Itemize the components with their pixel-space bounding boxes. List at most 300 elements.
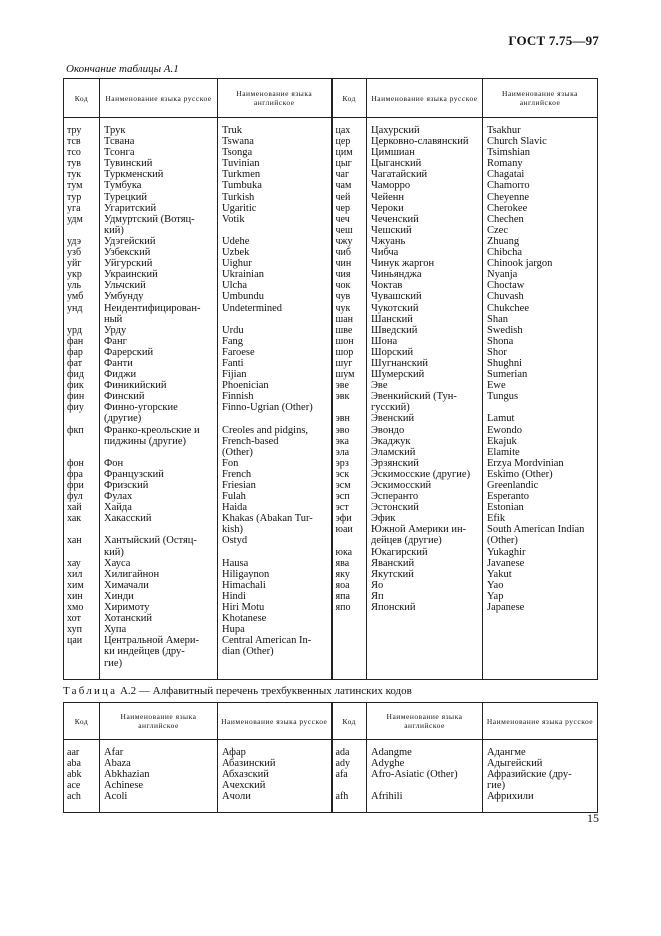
table-cell-line: Choctaw <box>487 280 525 292</box>
table-cell-line: Хинди <box>104 590 134 602</box>
table-cell-line: тсо <box>67 147 81 159</box>
table-cell-line: Шанский <box>371 313 413 325</box>
table-cell-line: Zhuang <box>487 235 520 247</box>
table-cell-line: abk <box>67 769 82 781</box>
table-cell-line: Shughni <box>487 357 523 369</box>
table-cell-line: Uzbek <box>222 247 250 259</box>
table-cell-line: Хилигайнон <box>104 568 160 580</box>
table-cell-line: яоа <box>335 579 350 591</box>
table-cell-line: Javanese <box>487 557 525 569</box>
table-cell-line: Адангме <box>487 747 526 758</box>
table-cell-line: Umbundu <box>222 291 264 303</box>
table-cell-line: Центральной Амери- <box>104 635 199 647</box>
table-cell-line: Swedish <box>487 324 523 336</box>
table-cell-line: цаи <box>67 635 83 647</box>
table-cell-line: ки индейцев (дру- <box>104 646 185 658</box>
table-cell-line: юка <box>335 546 353 558</box>
table-cell-line: Абазинский <box>222 758 276 770</box>
table-cell-line: Адыгейский <box>487 758 543 770</box>
table-cell-line: Фарерский <box>104 346 154 358</box>
table2-header-english-left: Наименование языка английское <box>100 703 218 740</box>
table-cell-line: Шорский <box>371 346 414 358</box>
table-cell-line <box>64 658 99 669</box>
t1-left-codes <box>64 118 100 680</box>
table-cell-line: Fijian <box>222 369 247 381</box>
table-cell-line: French-based <box>222 435 279 447</box>
table2-header-row <box>64 703 598 740</box>
table-cell-line: Tsimshian <box>487 147 531 159</box>
table-cell-line: Фанти <box>104 357 133 369</box>
table-cell-line: Чжуань <box>371 235 406 247</box>
table2-header-russian-left: Наименование языка русское <box>218 703 332 740</box>
table-cell-line: (Other) <box>222 446 253 458</box>
t2-right-english <box>367 740 483 813</box>
table-cell-line: пиджины (другие) <box>104 435 187 447</box>
table-cell-line: Чейенн <box>371 191 405 203</box>
table-cell-line: Туркменский <box>104 169 164 181</box>
table-cell-line: Chagatai <box>487 169 525 181</box>
table-cell-line: Чоктав <box>371 280 403 292</box>
table-cell-line: Tumbuka <box>222 180 262 192</box>
table-cell-line: шве <box>335 324 353 336</box>
table-cell-line: Esperanto <box>487 491 529 503</box>
table-cell-line: Чиньянджа <box>371 269 422 281</box>
table-cell-line: Эскимосские (другие) <box>371 468 471 480</box>
table-cell-line: хак <box>67 513 82 525</box>
t1-right-russian <box>367 118 483 680</box>
table-cell-line: тум <box>67 180 83 192</box>
table-cell-line: afa <box>335 769 348 781</box>
table-cell-line: Acoli <box>104 791 128 803</box>
table-cell-line: урд <box>67 324 82 336</box>
table-cell-line: Erzya Mordvinian <box>487 457 564 469</box>
table-cell-line: эка <box>335 435 349 447</box>
table-cell-line: япо <box>335 602 351 614</box>
table-cell-line: кий) <box>104 546 124 558</box>
table-cell-line: уга <box>67 202 81 214</box>
table-cell-line: Fang <box>222 335 243 347</box>
table-cell-line: чеш <box>335 224 353 236</box>
table-cell-line: Фон <box>104 457 124 469</box>
table-cell-line: Hiri Motu <box>222 602 265 614</box>
table-cell-line: Urdu <box>222 324 244 336</box>
table-cell-line: фан <box>67 335 84 347</box>
table-cell-line: Узбекский <box>104 247 151 259</box>
table-cell-line: фра <box>67 468 83 480</box>
t1-left-russian <box>100 118 218 680</box>
table-cell-line: удэ <box>67 235 81 247</box>
table-cell-line: Yukaghir <box>487 546 526 558</box>
t1-right-english <box>483 118 598 680</box>
table-cell-line: Chamorro <box>487 180 530 192</box>
table-cell-line: Faroese <box>222 346 255 358</box>
table-cell-line <box>218 658 331 669</box>
table-cell-line: чия <box>335 269 351 281</box>
table-cell-line: Чаморро <box>371 180 411 192</box>
table-cell-line: хин <box>67 590 83 602</box>
table-cell-line <box>64 447 99 458</box>
table-cell-line: гие) <box>487 780 506 792</box>
table-cell-line: чей <box>335 191 351 203</box>
table-cell-line: чаг <box>335 169 350 181</box>
table-cell-line <box>64 646 99 657</box>
table-cell-line: эск <box>335 468 350 480</box>
table-cell-line: фри <box>67 480 84 491</box>
table-cell-line: унд <box>67 302 83 314</box>
table-cell-line: чер <box>335 202 350 214</box>
table-cell-line: Elamite <box>487 446 520 458</box>
table-cell-line: Чукотский <box>371 302 419 314</box>
table-cell-line: Efik <box>487 513 506 525</box>
table-cell-line: шон <box>335 335 354 347</box>
table-cell-line: гусский) <box>371 402 410 414</box>
table-cell-line: Eskimo (Other) <box>487 468 553 480</box>
table1-body-row <box>64 118 598 680</box>
table-cell-line: эст <box>335 502 349 514</box>
table-cell-line: эрз <box>335 457 349 469</box>
table-cell-line: Romany <box>487 158 523 170</box>
table-cell-line: Экаджук <box>371 435 411 447</box>
table-cell-line: Uighur <box>222 258 252 270</box>
table-cell-line: Украинский <box>104 269 158 281</box>
table-cell-line: Abaza <box>104 758 131 770</box>
table-cell-line: Хупа <box>104 624 127 636</box>
table-cell-line: Tuvinian <box>222 158 260 170</box>
table-cell-line: Хауса <box>104 557 131 569</box>
table-cell-line: kish) <box>222 524 243 536</box>
table-cell-line: Цыганский <box>371 158 422 170</box>
table-cell-line: Афразийские (дру- <box>487 769 572 781</box>
table-cell-line: цыг <box>335 158 352 170</box>
table-cell-line: Чибча <box>371 247 399 259</box>
table-cell-line <box>64 436 99 447</box>
table-cell-line: фин <box>67 391 85 403</box>
table-cell-line: эвн <box>335 413 350 425</box>
table-cell-line: Неидентифицирован- <box>104 302 201 314</box>
table-cell-line: фар <box>67 346 83 358</box>
table-cell-line: Шумерский <box>371 369 425 381</box>
table-cell-line: укр <box>67 269 82 281</box>
table-cell-line: эфи <box>335 513 352 525</box>
table-cell-line: Votik <box>222 213 245 225</box>
table-cell-line: Tswana <box>222 136 254 148</box>
table1-header-russian-right: Наименование языка русское <box>367 79 483 118</box>
table-cell-line: Эсперанто <box>371 491 419 503</box>
table-cell-line: Creoles and pidgins, <box>222 424 309 436</box>
t2-left-english <box>100 740 218 813</box>
table-cell-line: эсм <box>335 480 351 491</box>
table-cell-line: шум <box>335 369 355 381</box>
table-cell-line: фид <box>67 369 84 381</box>
table-cell-line: шан <box>335 313 353 325</box>
table1-header-english-right: Наименование языка английское <box>483 79 598 118</box>
table-cell-line: Ukrainian <box>222 269 264 281</box>
table-cell-line: хот <box>67 613 81 625</box>
table-cell-line: Трук <box>104 125 126 136</box>
table-a2 <box>63 702 598 813</box>
table-cell-line: aba <box>67 758 81 770</box>
table-cell-line: Яо <box>371 579 384 591</box>
table-cell-line: Chukchee <box>487 302 529 314</box>
table-cell-line: Шона <box>371 335 398 347</box>
table-cell-line: Эрзянский <box>371 457 419 469</box>
table-cell-line <box>100 524 217 535</box>
table1-caption: Окончание таблицы А.1 <box>66 63 179 75</box>
table-cell-line: цер <box>335 136 351 148</box>
table2-caption-label: Таблица <box>63 685 118 697</box>
table-cell-line: Чувашский <box>371 291 422 303</box>
table-cell-line: уйг <box>67 258 82 270</box>
table-cell-line: Fulah <box>222 491 246 503</box>
table-cell-line: Чешский <box>371 224 412 236</box>
table-cell-line: afh <box>335 791 349 803</box>
table-cell-line: Cheyenne <box>487 191 529 203</box>
table-cell-line: dian (Other) <box>222 646 274 658</box>
table-cell-line: Африхили <box>487 791 534 803</box>
table-cell-line: шуг <box>335 357 353 369</box>
table-cell-line: Яп <box>371 590 384 602</box>
page-number: 15 <box>587 811 599 825</box>
table-cell-line: Yao <box>487 579 504 591</box>
table-cell-line: Южной Америки ин- <box>371 524 467 536</box>
table-cell-line: Умбунду <box>104 291 144 303</box>
table-cell-line: aar <box>67 747 80 758</box>
table-cell-line: Tsakhur <box>487 125 521 136</box>
table-cell-line: Shor <box>487 346 507 358</box>
table-cell-line: хау <box>67 557 81 569</box>
t2-right-russian <box>483 740 598 813</box>
table-cell-line: Turkish <box>222 191 255 203</box>
table-cell-line <box>218 547 331 558</box>
table-cell-line: чам <box>335 180 352 192</box>
table-cell-line: Финский <box>104 391 145 403</box>
table-cell-line: Тумбука <box>104 180 142 192</box>
table-cell-line: тру <box>67 125 82 136</box>
table-cell-line: япа <box>335 590 350 602</box>
table-cell-line: Ачоли <box>222 791 251 803</box>
table-cell-line: гие) <box>104 657 123 669</box>
table-cell-line: Цахурский <box>371 125 420 136</box>
table-a1-continuation <box>63 78 598 680</box>
table-cell-line: Friesian <box>222 480 256 491</box>
table-cell-line: Finnish <box>222 391 254 403</box>
table-cell-line: чув <box>335 291 351 303</box>
table-cell-line: Цимшиан <box>371 147 415 159</box>
table-cell-line: Hiligaynon <box>222 568 270 580</box>
table-cell-line: фат <box>67 357 83 369</box>
table-cell-line: фик <box>67 380 84 392</box>
table-cell-line: Nyanja <box>487 269 518 281</box>
table-cell-line: чжу <box>335 235 353 247</box>
table-cell-line <box>218 413 331 424</box>
table-cell-line: Химачали <box>104 579 149 591</box>
table-cell-line: Ульчский <box>104 280 146 292</box>
table-cell-line: Ugaritic <box>222 202 257 214</box>
table-cell-line: Ewe <box>487 380 506 392</box>
table-cell-line: хил <box>67 568 83 580</box>
table-cell-line: фул <box>67 491 83 503</box>
table-cell-line: Юкагирский <box>371 546 428 558</box>
table-cell-line: Hausa <box>222 557 249 569</box>
table-cell-line: тур <box>67 191 82 203</box>
table-cell-line: ach <box>67 791 81 803</box>
table-cell-line <box>333 402 367 413</box>
table-cell-line: Greenlandic <box>487 480 539 491</box>
table-cell-line: Эстонский <box>371 502 419 514</box>
table-cell-line: узб <box>67 247 82 259</box>
table-cell-line: Lamut <box>487 413 515 425</box>
table-cell-line: юаи <box>335 524 353 536</box>
table-cell-line: Эве <box>371 380 388 392</box>
table-cell-line: фкп <box>67 424 84 436</box>
table-cell-line: Эскимосский <box>371 480 432 491</box>
table-cell-line: French <box>222 468 252 480</box>
table-cell-line: эсп <box>335 491 350 503</box>
table-cell-line: фон <box>67 457 84 469</box>
table-cell-line: Japanese <box>487 602 525 614</box>
table-cell-line: (другие) <box>104 413 142 425</box>
table-cell-line: шор <box>335 346 354 358</box>
table1-header-row <box>64 79 598 118</box>
table-cell-line: Эвенкийский (Тун- <box>371 391 457 403</box>
table-cell-line: уль <box>67 280 82 292</box>
table-cell-line <box>333 780 367 791</box>
table-cell-line: Чероки <box>371 202 404 214</box>
table-cell-line: цах <box>335 125 351 136</box>
table-cell-line <box>64 225 99 236</box>
table-cell-line: эво <box>335 424 350 436</box>
table-cell-line: хан <box>67 535 82 547</box>
table-cell-line: Afar <box>104 747 124 758</box>
table-cell-line: Khakas (Abakan Tur- <box>222 513 313 525</box>
table-cell-line: Udehe <box>222 235 250 247</box>
table-cell-line: Ostyd <box>222 535 248 547</box>
table-cell-line: удм <box>67 213 83 225</box>
table-cell-line <box>333 535 367 546</box>
table-cell-line: Afro-Asiatic (Other) <box>371 769 458 781</box>
table2-header-code-left: Код <box>64 703 100 740</box>
table-cell-line: Fanti <box>222 357 244 369</box>
table-cell-line: Cherokee <box>487 202 528 214</box>
table-cell-line: Фулах <box>104 491 133 503</box>
table-cell-line: эве <box>335 380 349 392</box>
table-cell-line: Phoenician <box>222 380 269 392</box>
table-cell-line: Хиримоту <box>104 602 150 614</box>
table-cell-line: дейцев (другие) <box>371 535 442 547</box>
table2-header-code-right: Код <box>332 703 367 740</box>
table-cell-line: Haida <box>222 502 248 514</box>
table-cell-line <box>367 780 482 791</box>
table-cell-line: Церковно-славянский <box>371 136 469 148</box>
table-cell-line: Ачехский <box>222 780 266 792</box>
table-cell-line: Хантыйский (Остяц- <box>104 535 197 547</box>
table-cell-line: Ewondo <box>487 424 522 436</box>
table-cell-line: чеч <box>335 213 350 225</box>
table-cell-line: хмо <box>67 602 84 614</box>
table2-header-english-right: Наименование языка английское <box>367 703 483 740</box>
table-cell-line: Ulcha <box>222 280 248 292</box>
table-cell-line: Финно-угорские <box>104 402 178 414</box>
table-cell-line: Himachali <box>222 579 266 591</box>
table-cell-line: цим <box>335 147 353 159</box>
table-cell-line: Hindi <box>222 590 246 602</box>
table-cell-line: Yakut <box>487 568 512 580</box>
table-cell-line: Французский <box>104 468 164 480</box>
table-cell-line <box>483 402 597 413</box>
table-cell-line: Франко-креольские и <box>104 424 200 436</box>
table-cell-line: Abkhazian <box>104 769 150 781</box>
table-cell-line: Эвенский <box>371 413 415 425</box>
table-cell-line: Truk <box>222 125 243 136</box>
table-cell-line: Chinook jargon <box>487 258 553 270</box>
table-cell-line: Undetermined <box>222 302 283 314</box>
table2-caption-text: А.2 — Алфавитный перечень трехбуквенных латинских кодов <box>117 685 412 697</box>
table-cell-line: Хайда <box>104 502 132 514</box>
table-cell-line: Угаритский <box>104 202 157 214</box>
table-cell-line: тув <box>67 158 81 170</box>
table-cell-line <box>100 447 217 458</box>
table-cell-line: Estonian <box>487 502 524 514</box>
table-cell-line: Шугнанский <box>371 357 429 369</box>
t2-left-russian <box>218 740 332 813</box>
table-cell-line: ady <box>335 758 350 770</box>
table-cell-line: ace <box>67 780 81 792</box>
table-cell-line: кий) <box>104 224 124 236</box>
table-cell-line: Czec <box>487 224 508 236</box>
table-cell-line: чок <box>335 280 351 292</box>
table-cell-line: Турецкий <box>104 191 148 203</box>
table-cell-line: Фиджи <box>104 369 137 381</box>
table-cell-line: Chuvash <box>487 291 524 303</box>
table-cell-line: хай <box>67 502 82 514</box>
table-cell-line: чин <box>335 258 352 270</box>
table-cell-line: Tungus <box>487 391 519 403</box>
table-cell-line: Finno-Ugrian (Other) <box>222 402 313 414</box>
table-cell-line: яку <box>335 568 350 580</box>
table-cell-line <box>64 314 99 325</box>
table-cell-line: чиб <box>335 247 351 259</box>
table-cell-line: Эламский <box>371 446 416 458</box>
table-cell-line: Chechen <box>487 213 524 225</box>
table-cell-line <box>64 413 99 424</box>
table-cell-line: Якутский <box>371 568 414 580</box>
table-cell-line: Achinese <box>104 780 144 792</box>
table-cell-line: Урду <box>104 324 127 336</box>
standard-number: ГОСТ 7.75—97 <box>508 33 599 48</box>
table-cell-line: Афар <box>222 747 246 758</box>
table-cell-line <box>64 524 99 535</box>
table-cell-line: Yap <box>487 590 504 602</box>
t2-right-codes <box>332 740 367 813</box>
table-cell-line: Хотанский <box>104 613 153 625</box>
table-cell-line: чук <box>335 302 351 314</box>
table-cell-line: Чагатайский <box>371 169 428 181</box>
table-cell-line: ява <box>335 557 350 569</box>
table2-caption <box>63 685 412 697</box>
table-cell-line: фиу <box>67 402 84 414</box>
table-cell-line: Central American In- <box>222 635 312 647</box>
table-cell-line: Хакасский <box>104 513 152 525</box>
table-cell-line: (Other) <box>487 535 518 547</box>
table-cell-line <box>64 547 99 558</box>
table-cell-line: South American Indian <box>487 524 585 536</box>
table1-header-code-left: Код <box>64 79 100 118</box>
table-cell-line: Японский <box>371 602 416 614</box>
table-cell-line: Тсвана <box>104 136 135 148</box>
table-cell-line: Уйгурский <box>104 258 153 270</box>
table-cell-line: Turkmen <box>222 169 261 181</box>
table-cell-line: Adyghe <box>371 758 405 770</box>
